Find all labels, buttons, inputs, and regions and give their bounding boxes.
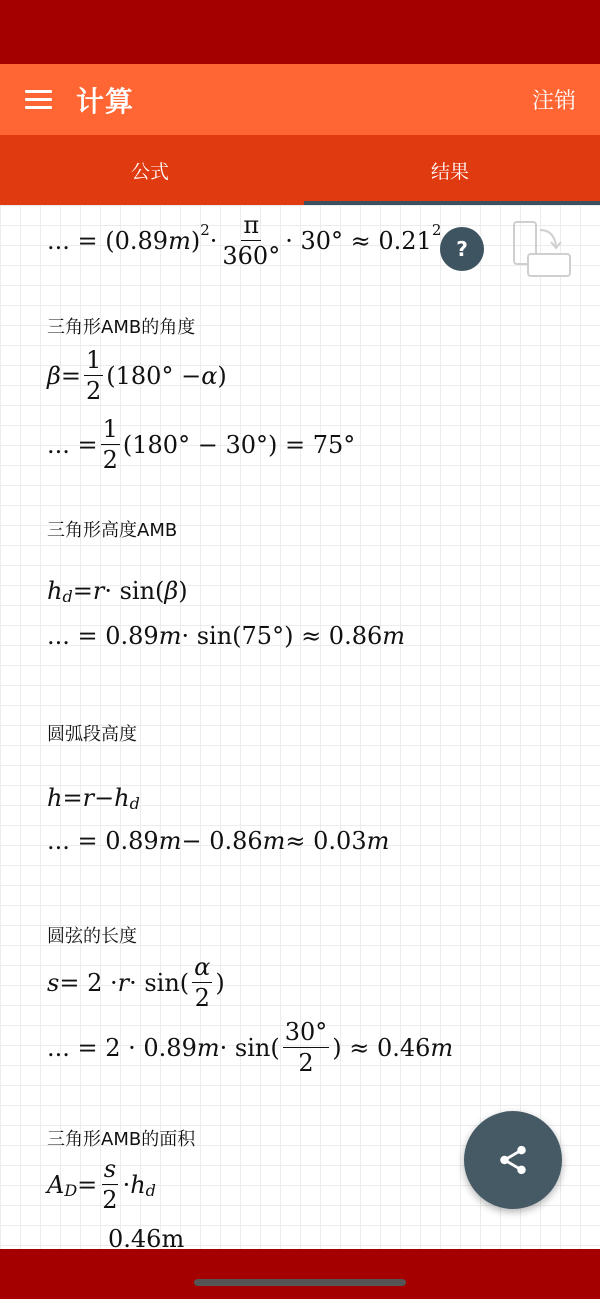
tab-results[interactable]: 结果 xyxy=(300,135,600,205)
section-label-segment-height: 圆弧段高度 xyxy=(47,724,137,745)
home-indicator[interactable] xyxy=(194,1279,406,1286)
angle-formula: β = $\frac{1}{2}$ (180° − α ) xyxy=(47,346,227,405)
height-formula: h d = r · sin( β ) xyxy=(47,577,188,606)
navigation-bar xyxy=(0,1249,600,1299)
section-label-triangle-area: 三角形AMB的面积 xyxy=(47,1129,196,1150)
segment-height-formula: h = r − h d xyxy=(47,784,140,813)
app-bar xyxy=(0,64,600,135)
triangle-area-partial: 0.46m xyxy=(108,1225,185,1249)
results-content[interactable] xyxy=(0,205,600,1249)
status-bar xyxy=(0,0,600,64)
triangle-area-formula: A D = $\frac{s}{2}$ · h d xyxy=(47,1155,156,1214)
share-icon xyxy=(496,1143,530,1177)
chord-result: ... = 2 · 0.89 m · sin( $\frac{30^\circ}{2}$ ) ≈ 0.46 m xyxy=(47,1018,454,1077)
height-result: ... = 0.89 m · sin(75°) ≈ 0.86 m xyxy=(47,622,406,650)
question-icon: ? xyxy=(456,237,468,261)
tab-bar xyxy=(0,135,600,205)
sector-area-result: ... = (0.89 m ) 2 · $\frac{\pi}{360^\circ}$ · 30° ≈ 0.21 2 xyxy=(47,211,442,270)
menu-button[interactable] xyxy=(0,64,76,135)
section-label-height: 三角形高度AMB xyxy=(47,520,178,541)
help-button[interactable] xyxy=(440,227,484,271)
tab-formula[interactable]: 公式 xyxy=(130,160,169,183)
logout-button[interactable]: 注销 xyxy=(531,89,576,114)
page-title: 计算 xyxy=(76,84,135,118)
screen-rotate-icon[interactable] xyxy=(510,218,574,282)
section-label-angle: 三角形AMB的角度 xyxy=(47,317,196,338)
share-button[interactable] xyxy=(464,1111,562,1209)
segment-height-result: ... = 0.89 m − 0.86 m ≈ 0.03 m xyxy=(47,827,390,855)
angle-result: ... = $\frac{1}{2}$ (180° − 30°) = 75° xyxy=(47,415,356,474)
menu-icon xyxy=(25,90,52,109)
chord-formula: s = 2 · r · sin( $\frac{\alpha}{2}$ ) xyxy=(47,953,225,1012)
section-label-chord: 圆弦的长度 xyxy=(47,926,137,947)
